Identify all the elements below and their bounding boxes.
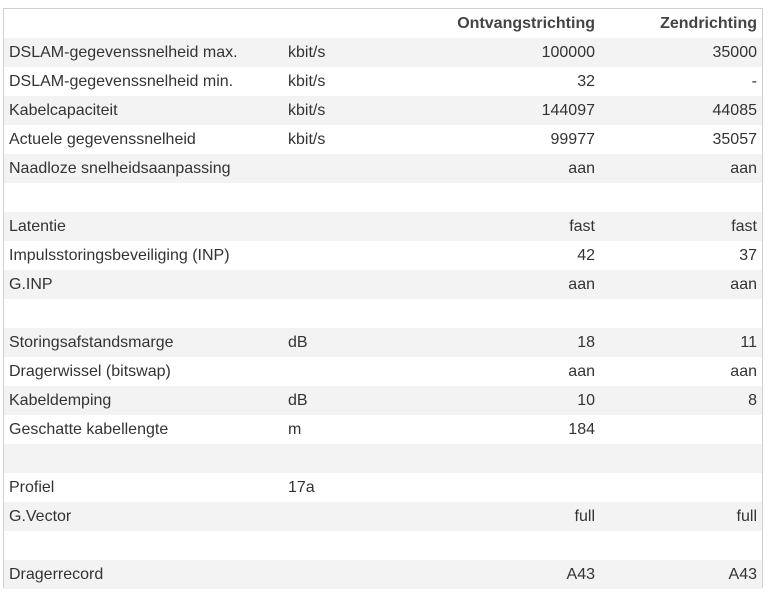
table-row	[4, 444, 762, 473]
header-unit-column	[288, 9, 438, 38]
row-label: Kabelcapaciteit	[4, 96, 288, 125]
row-send-value	[595, 415, 762, 444]
header-send-direction: Zendrichting	[595, 9, 762, 38]
table-row	[4, 531, 762, 560]
row-receive-value: 100000	[438, 38, 595, 67]
row-send-value: -	[751, 72, 757, 90]
row-send-value: aan	[730, 362, 757, 380]
table-row	[4, 67, 762, 96]
row-unit: kbit/s	[288, 72, 326, 90]
row-unit	[288, 270, 438, 299]
table-row	[4, 125, 762, 154]
row-label: DSLAM-gegevenssnelheid min.	[9, 72, 234, 90]
row-send-value	[595, 444, 762, 473]
dsl-info-table	[4, 9, 762, 589]
row-send-value: full	[595, 502, 762, 531]
row-receive-value: aan	[438, 270, 595, 299]
row-unit: 17a	[288, 478, 315, 496]
row-send-value: fast	[595, 212, 762, 241]
row-send-value	[595, 299, 762, 328]
row-send-value: A43	[595, 560, 762, 589]
table-body	[4, 38, 762, 589]
row-unit	[288, 357, 438, 386]
table-row	[4, 328, 762, 357]
row-send-value	[595, 183, 762, 212]
row-unit: dB	[288, 386, 438, 415]
row-label	[4, 444, 288, 473]
row-unit	[288, 154, 438, 183]
row-send-value: aan	[595, 270, 762, 299]
row-label: G.Vector	[4, 502, 288, 531]
row-unit: m	[288, 420, 302, 438]
row-unit	[288, 444, 438, 473]
row-receive-value: 99977	[550, 130, 595, 148]
row-receive-value: full	[438, 502, 595, 531]
row-unit	[288, 212, 438, 241]
row-label: Impulsstoringsbeveiliging (INP)	[9, 246, 230, 264]
row-send-value: 11	[595, 328, 762, 357]
table-row	[4, 212, 762, 241]
dsl-info-panel	[3, 8, 763, 588]
row-unit: dB	[288, 328, 438, 357]
row-receive-value: fast	[438, 212, 595, 241]
row-unit	[288, 560, 438, 589]
row-label	[4, 531, 288, 560]
row-receive-value: A43	[438, 560, 595, 589]
row-unit	[288, 299, 438, 328]
row-label	[4, 183, 288, 212]
row-unit: kbit/s	[288, 96, 438, 125]
table-row	[4, 241, 762, 270]
table-row	[4, 96, 762, 125]
row-unit: kbit/s	[288, 130, 326, 148]
row-send-value: 35000	[595, 38, 762, 67]
row-receive-value	[438, 183, 595, 212]
table-header-row	[4, 9, 762, 38]
row-send-value	[595, 473, 762, 502]
row-receive-value	[438, 299, 595, 328]
row-send-value: 44085	[595, 96, 762, 125]
row-label: DSLAM-gegevenssnelheid max.	[4, 38, 288, 67]
row-unit	[288, 502, 438, 531]
row-receive-value: 18	[438, 328, 595, 357]
row-send-value: 35057	[712, 130, 757, 148]
row-receive-value	[438, 473, 595, 502]
row-receive-value: 144097	[438, 96, 595, 125]
table-row	[4, 183, 762, 212]
table-row	[4, 270, 762, 299]
table-row	[4, 386, 762, 415]
row-receive-value: 42	[577, 246, 595, 264]
table-row	[4, 299, 762, 328]
row-label: Dragerwissel (bitswap)	[9, 362, 171, 380]
row-send-value: aan	[595, 154, 762, 183]
row-label: Profiel	[9, 478, 55, 496]
row-unit	[288, 183, 438, 212]
row-label: Geschatte kabellengte	[9, 420, 169, 438]
header-label-column	[4, 9, 288, 38]
row-label	[4, 299, 288, 328]
table-row	[4, 502, 762, 531]
table-row	[4, 473, 762, 502]
table-row	[4, 38, 762, 67]
row-receive-value	[438, 444, 595, 473]
row-send-value: 8	[595, 386, 762, 415]
row-receive-value: aan	[438, 154, 595, 183]
header-receive-direction: Ontvangstrichting	[438, 9, 595, 38]
row-receive-value: 184	[568, 420, 595, 438]
row-receive-value: 10	[438, 386, 595, 415]
table-row	[4, 154, 762, 183]
row-unit	[288, 241, 438, 270]
row-label: G.INP	[4, 270, 288, 299]
table-row	[4, 357, 762, 386]
row-receive-value: aan	[568, 362, 595, 380]
row-label: Dragerrecord	[4, 560, 288, 589]
row-unit: kbit/s	[288, 38, 438, 67]
table-row	[4, 560, 762, 589]
row-label: Latentie	[4, 212, 288, 241]
row-label: Actuele gegevenssnelheid	[9, 130, 196, 148]
row-send-value: 37	[739, 246, 757, 264]
row-send-value	[595, 531, 762, 560]
row-unit	[288, 531, 438, 560]
row-label: Storingsafstandsmarge	[4, 328, 288, 357]
row-label: Kabeldemping	[4, 386, 288, 415]
table-row	[4, 415, 762, 444]
row-receive-value: 32	[577, 72, 595, 90]
row-receive-value	[438, 531, 595, 560]
row-label: Naadloze snelheidsaanpassing	[4, 154, 288, 183]
